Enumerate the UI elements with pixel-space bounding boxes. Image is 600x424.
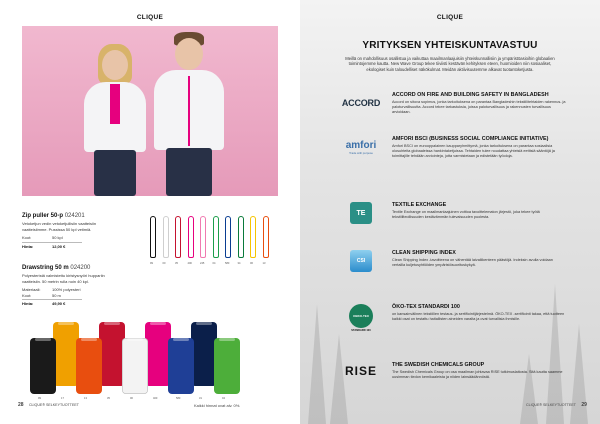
price-note: Kaikki hinnat ovat alv. 0%.: [194, 403, 241, 408]
cert-amfori: [336, 136, 566, 159]
zip-puller-swatch: [150, 216, 156, 258]
zip-puller-colors: [146, 216, 276, 268]
oeko-tex-title: ÖKO-TEX STANDARDI 100: [392, 304, 460, 310]
amfori-text: Amfori BSCI on eurooppalainen kaupparyhmittymä, jonka tarkoituksena on parantaa sosiaalisia olosuhteita globaaleissa hankintaketjuissa. Tehtaiden tulee noudattaa yhteisiä eettisiä sääntöjä ja toimittajille tehdään arviointeja, jotta varmistetaan ja edistetään työoloja.: [392, 144, 555, 158]
drawstring-color-code: 35: [107, 397, 110, 400]
drawstring-color-code: 580: [176, 397, 181, 400]
zip-puller-swatch: [175, 216, 181, 258]
cert-rise: [336, 362, 566, 380]
rise-title: THE SWEDISH CHEMICALS GROUP: [392, 362, 485, 368]
zip-puller-swatch: [200, 216, 206, 258]
zip-puller-color-code: 400: [187, 262, 192, 265]
zip-puller-product: [22, 214, 142, 249]
cert-textile-exchange: [336, 202, 566, 224]
zip-puller-swatch: [188, 216, 194, 258]
left-page-number: 28: [18, 402, 24, 408]
zip-puller-swatch: [163, 216, 169, 258]
woman-model: [84, 44, 146, 196]
textile-exchange-text: Textile Exchange on maailmanlaajuinen voittoa tavoittelematon järjestö, joka tekee työtä tekstiiliteollisuuden kestävämmän tulevaisuuden puolesta.: [392, 210, 540, 219]
drawstring-desc-2: vaatteisiin. 50 metrin rulla noin 40 kpl.: [22, 278, 89, 284]
drawstring-desc-1: Polyesteristä valmistettu kiristysnyöri huppariin: [22, 273, 105, 279]
right-catalog-name: CLIQUE® SELKEYTUOTTEET: [526, 403, 576, 407]
cert-oeko-tex: [336, 304, 566, 332]
left-footer: [18, 402, 79, 408]
man-model: [154, 32, 224, 196]
zip-puller-color-code: 06: [250, 262, 253, 265]
zip-puller-color-code: 245: [200, 262, 205, 265]
zip-puller-color-code: 580: [225, 262, 230, 265]
drawstring-material: Materiaali: 100% polyesteri: [22, 287, 81, 293]
right-brand: CLIQUE: [436, 14, 464, 21]
zip-puller-desc-1: Vetoketjun vedin vetoketjullisiin vaatteisiin: [22, 221, 97, 227]
zip-puller-size: Koot: 50 kpl: [22, 235, 63, 241]
drawstring-color-code: 99: [38, 397, 41, 400]
drawstring-spools: [30, 320, 260, 398]
drawstring-title: Drawstring 50 m 024200: [22, 265, 91, 271]
zip-puller-color-code: 99: [150, 262, 153, 265]
zip-puller-swatch: [238, 216, 244, 258]
left-brand: CLIQUE: [136, 14, 164, 21]
amfori-title: AMFORI BSCI (BUSINESS SOCIAL COMPLIANCE INITIATIVE): [392, 136, 549, 142]
cert-accord: [336, 92, 566, 115]
zip-puller-desc-2: vaatteisiimme. Pussissa 50 kpl vetimiä.: [22, 226, 92, 232]
drawstring-color-code: 04: [222, 397, 225, 400]
csr-title: YRITYKSEN YHTEISKUNTAVASTUU: [362, 40, 538, 51]
accord-text: Accord on sitova sopimus, jonka tarkoituksena on parantaa Bangladeshin tekstiilitehtaiden rakennus- ja paloturvallisuutta. Accord tekee tarkastuksia, joissa paloturvallisuus ja rakennusten turvallisuus arvioidaan.: [392, 100, 566, 114]
zip-puller-color-code: 13: [262, 262, 266, 265]
drawstring-product: [22, 266, 152, 306]
zip-puller-price: Hinta: 12,00 €: [22, 243, 66, 249]
textile-exchange-logo: TE: [336, 202, 386, 224]
zip-puller-color-code: 00: [162, 262, 166, 265]
csr-intro: Meillä on mahdollisuus osallistua ja vaikuttaa maailmanlaajuisiin yhteiskunnallisiin ja ympäristöasioihin globaalien toimintojemme kautta. New Wave Group tekee tiiviisti kestävän kehityksen eteen, huomioiden niin sosiaaliset, ekologiset kuin taloudelliset näkökulmat. Meidän aktiivisuutemme alkavat tuotantoketjusta.: [345, 56, 555, 72]
amfori-logo: amfori Trade with purpose: [345, 139, 377, 155]
textile-exchange-title: TEXTILE EXCHANGE: [392, 202, 447, 208]
drawstring-spool: [76, 338, 102, 394]
drawstring-color-code: 400: [153, 397, 158, 400]
zip-puller-swatch: [213, 216, 219, 258]
zip-puller-title: Zip puller 50-p 024201: [22, 213, 85, 219]
drawstring-color-code: 31: [199, 397, 202, 400]
drawstring-price: Hinta: 49,90 €: [22, 301, 66, 307]
drawstring-spool: [122, 338, 148, 394]
drawstring-spool: [30, 338, 56, 394]
clean-shipping-title: CLEAN SHIPPING INDEX: [392, 250, 456, 256]
left-catalog-name: CLIQUE® SELKEYTUOTTEET: [28, 403, 79, 407]
zip-puller-color-code: 04: [212, 262, 216, 265]
drawstring-spool: [168, 338, 194, 394]
hoodie-models-photo: [22, 26, 278, 196]
zip-puller-swatch: [225, 216, 231, 258]
drawstring-size: Koot: 50 m: [22, 292, 61, 298]
cert-clean-shipping: [336, 250, 566, 272]
clean-shipping-logo: CSI: [336, 250, 386, 272]
clean-shipping-text: Clean Shipping Index -tavoitteena on vähentää laivaliikenteen päästöjä. Indeksin avulla voidaan vertailla kuljetusyhtiöiden ympäristösuorituskykyä.: [392, 258, 553, 267]
rise-text: The Swedish Chemicals Group on osa maailman johtavaa RISE tutkimuslaitosta. Sitä kautta saamme uusimman tiedon kemikaaleista ja niiden lainsäädännöstä.: [392, 370, 563, 379]
drawstring-color-code: 13: [84, 397, 87, 400]
zip-puller-color-code: 35: [175, 262, 178, 265]
oeko-tex-text: on kansainvälinen tekstiilien testaus- ja sertifiointijärjestelmä. ÖKO-TEX -sertifiointi takaa, että tuotteen kaikki osat on testattu haitallisten aineiden varalta ja ovat turvallisia ihmisille.: [392, 312, 565, 321]
drawstring-spool: [214, 338, 240, 394]
rise-logo: RISE: [344, 363, 377, 378]
zip-puller-swatch: [263, 216, 269, 258]
accord-logo: ACCORD: [341, 98, 381, 109]
zip-puller-swatch: [250, 216, 256, 258]
accord-title: ACCORD ON FIRE AND BUILDING SAFETY IN BANGLADESH: [392, 92, 549, 98]
drawstring-color-code: 17: [61, 397, 64, 400]
right-footer: [526, 402, 587, 408]
drawstring-color-code: 00: [130, 397, 133, 400]
oeko-tex-logo: OEKO-TEX STANDARD 100: [336, 304, 386, 332]
right-page-number: 29: [581, 402, 587, 408]
zip-puller-color-code: 34: [237, 262, 241, 265]
right-page: [300, 0, 600, 424]
